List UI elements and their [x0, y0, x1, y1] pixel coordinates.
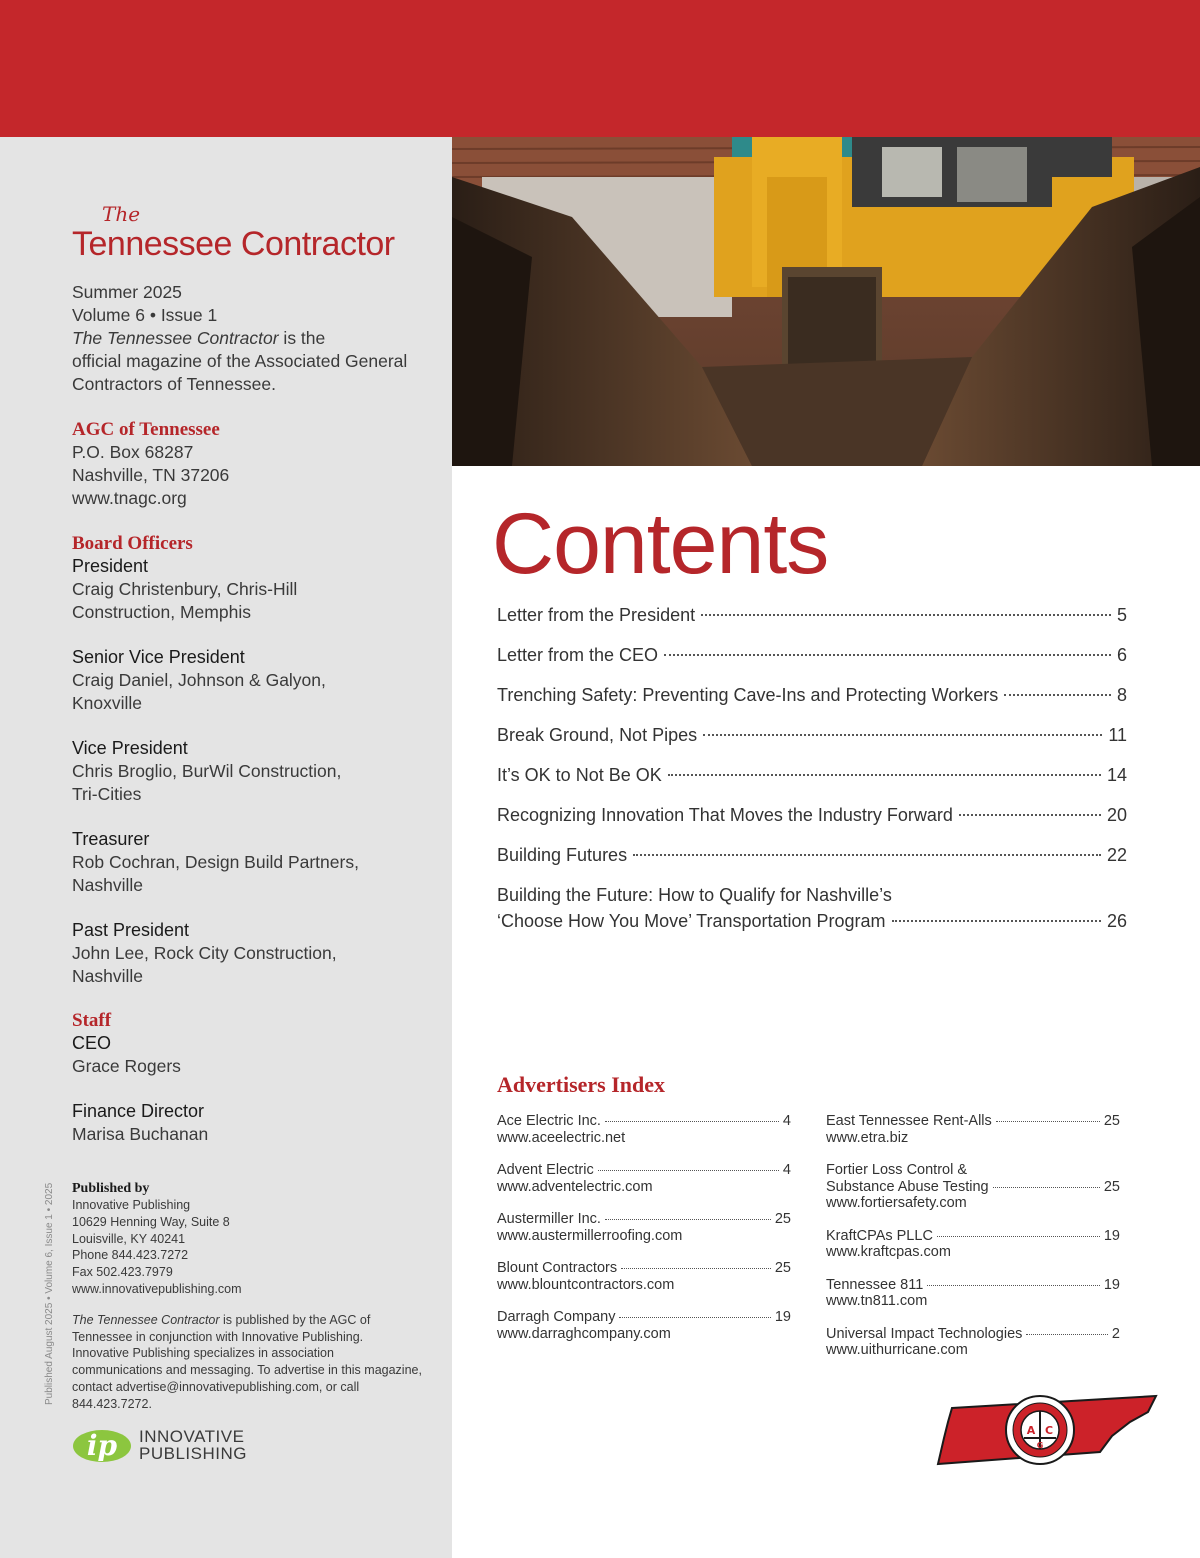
- advertiser-url[interactable]: www.etra.biz: [826, 1129, 909, 1146]
- advertiser-entry: [826, 1113, 1120, 1146]
- advertisers-column-left: [497, 1113, 791, 1358]
- advertisers-index-heading: Advertisers Index: [497, 1072, 666, 1097]
- advertiser-page: 25: [774, 1260, 791, 1276]
- publisher-line: Louisville, KY 40241: [72, 1231, 186, 1246]
- officer-name: John Lee, Rock City Construction,: [72, 943, 337, 963]
- advertiser-page: 19: [774, 1309, 791, 1325]
- officer-name: Rob Cochran, Design Build Partners,: [72, 852, 359, 872]
- toc-entry-page: 22: [1106, 845, 1127, 865]
- toc-entry-page: 26: [1106, 911, 1127, 931]
- advertiser-page: 19: [1103, 1276, 1120, 1293]
- toc-entry-title-line2: ‘Choose How You Move’ Transportation Program: [497, 911, 886, 931]
- publisher-line: Phone 844.423.7272: [72, 1248, 189, 1263]
- officer-role: Past President: [72, 920, 190, 940]
- officer-name: Craig Christenbury, Chris-Hill: [72, 579, 298, 599]
- toc-entry[interactable]: [497, 722, 1127, 748]
- intro-line-3: Contractors of Tennessee.: [72, 374, 276, 394]
- advertiser-name: Darragh Company: [497, 1309, 616, 1325]
- advertiser-name-line1: Fortier Loss Control &: [826, 1162, 968, 1178]
- toc-leader: [668, 774, 1101, 776]
- publisher-line: Fax 502.423.7979: [72, 1265, 173, 1280]
- toc-entry[interactable]: [497, 842, 1127, 868]
- advertiser-entry: [497, 1162, 791, 1195]
- advertiser-leader: [619, 1317, 770, 1318]
- innovative-publishing-logo: [72, 1426, 262, 1466]
- toc-entry[interactable]: [497, 682, 1127, 708]
- staff-heading: Staff: [72, 1010, 112, 1031]
- publisher-website[interactable]: www.innovativepublishing.com: [72, 1281, 242, 1296]
- toc-entry-page: 8: [1116, 685, 1127, 705]
- advertiser-leader: [605, 1219, 771, 1220]
- advertiser-name: KraftCPAs PLLC: [826, 1227, 933, 1244]
- agc-letter-g: G: [1036, 1441, 1044, 1450]
- advertiser-name: Blount Contractors: [497, 1260, 618, 1276]
- contents-heading: Contents: [492, 496, 829, 592]
- advertiser-leader: [993, 1187, 1100, 1188]
- toc-entry-title: Recognizing Innovation That Moves the Industry Forward: [497, 805, 953, 825]
- issue-volume: Volume 6 • Issue 1: [72, 305, 218, 325]
- advertiser-entry: [497, 1113, 791, 1146]
- toc-entry[interactable]: [497, 802, 1127, 828]
- toc-entry-title-line1: Building the Future: How to Qualify for Nashville’s: [497, 885, 892, 905]
- toc-leader: [892, 920, 1101, 922]
- advertiser-leader: [937, 1236, 1100, 1237]
- advertiser-leader: [605, 1121, 779, 1122]
- org-heading: AGC of Tennessee: [72, 419, 220, 440]
- publisher-line: 10629 Henning Way, Suite 8: [72, 1214, 230, 1229]
- staff-role: Finance Director: [72, 1101, 205, 1121]
- toc-entry[interactable]: [497, 762, 1127, 788]
- advertisers-column-right: [826, 1113, 1120, 1375]
- advertiser-url[interactable]: www.darraghcompany.com: [497, 1325, 671, 1342]
- advertiser-url[interactable]: www.adventelectric.com: [497, 1178, 653, 1195]
- officer-role: Treasurer: [72, 829, 150, 849]
- officer-name: Chris Broglio, BurWil Construction,: [72, 761, 342, 781]
- advertiser-page: 25: [1103, 1178, 1120, 1195]
- ip-logo-line2: PUBLISHING: [139, 1444, 247, 1463]
- advertiser-name: Tennessee 811: [826, 1276, 924, 1293]
- staff-name: Grace Rogers: [72, 1056, 181, 1076]
- advertiser-entry: [497, 1260, 791, 1293]
- advertiser-entry: [497, 1309, 791, 1342]
- board-officers-heading: Board Officers: [72, 533, 193, 554]
- advertiser-url[interactable]: www.austermillerroofing.com: [497, 1227, 683, 1244]
- issue-season: Summer 2025: [72, 282, 182, 302]
- intro-line-1: [72, 327, 432, 350]
- magazine-title: Tennessee Contractor: [72, 225, 395, 263]
- toc-leader: [1004, 694, 1111, 696]
- intro-line-2: official magazine of the Associated General: [72, 351, 408, 371]
- officer-name: Tri-Cities: [72, 784, 142, 804]
- toc-leader: [633, 854, 1101, 856]
- publisher-paragraph-text: is published by the AGC of Tennessee in conjunction with Innovative Publishing. Innovative Publishing specializes in association communications and messaging. To advertise in this magazine, contact advertise@innovativepublishing.com, or call 844.423.7272.: [72, 1312, 422, 1411]
- top-red-band: [0, 0, 1200, 137]
- advertiser-name: Universal Impact Technologies: [826, 1325, 1023, 1342]
- publisher-block: [72, 1180, 422, 1413]
- publisher-paragraph-italic: The Tennessee Contractor: [72, 1312, 220, 1327]
- officer-role: Senior Vice President: [72, 647, 245, 667]
- org-website[interactable]: www.tnagc.org: [72, 488, 187, 508]
- toc-entry-title: Trenching Safety: Preventing Cave-Ins and Protecting Workers: [497, 685, 999, 705]
- toc-entry-title: Letter from the CEO: [497, 645, 659, 665]
- advertiser-url[interactable]: www.uithurricane.com: [826, 1342, 968, 1358]
- toc-leader: [703, 734, 1102, 736]
- toc-entry-page: 5: [1116, 605, 1127, 625]
- publisher-paragraph: [72, 1312, 422, 1413]
- intro-rest: is the: [278, 328, 326, 348]
- published-by-heading: Published by: [72, 1181, 150, 1196]
- toc-entry[interactable]: [497, 642, 1127, 668]
- toc-entry-page: 20: [1106, 805, 1127, 825]
- advertiser-entry: [826, 1162, 1120, 1212]
- advertiser-page: 4: [782, 1113, 791, 1129]
- advertiser-entry: [826, 1326, 1120, 1359]
- officer-name: Craig Daniel, Johnson & Galyon,: [72, 670, 326, 690]
- toc-entry-line2: [497, 908, 1127, 934]
- toc-entry-page: 11: [1108, 725, 1127, 745]
- agc-letter-c: C: [1044, 1424, 1054, 1437]
- advertiser-url[interactable]: www.fortiersafety.com: [826, 1195, 967, 1211]
- staff-name: Marisa Buchanan: [72, 1124, 209, 1144]
- advertiser-leader: [598, 1170, 779, 1171]
- advertiser-page: 25: [1103, 1113, 1120, 1129]
- cover-photo-excavator: [452, 137, 1200, 466]
- toc-entry-page: 6: [1116, 645, 1127, 665]
- advertiser-leader: [1026, 1334, 1108, 1335]
- agc-tennessee-logo: [934, 1392, 1160, 1468]
- advertiser-entry: [497, 1211, 791, 1244]
- toc-leader: [701, 614, 1111, 616]
- org-address-line: Nashville, TN 37206: [72, 465, 230, 485]
- advertiser-page: 25: [774, 1211, 791, 1227]
- toc-entry[interactable]: [497, 882, 1127, 934]
- staff-role: CEO: [72, 1033, 112, 1053]
- toc-entry-title: It’s OK to Not Be OK: [497, 765, 662, 785]
- toc-entry-title: Letter from the President: [497, 605, 696, 625]
- excavator-trench-image: [452, 137, 1200, 466]
- advertiser-leader: [621, 1268, 771, 1269]
- ip-logo-mark-text: ip: [86, 1429, 118, 1462]
- advertiser-entry: [826, 1277, 1120, 1310]
- advertiser-leader: [996, 1121, 1100, 1122]
- ip-logo-line1: INNOVATIVE: [139, 1427, 245, 1446]
- officer-name: Knoxville: [72, 693, 143, 713]
- advertiser-name: Ace Electric Inc.: [497, 1113, 601, 1129]
- ip-logo-mark-icon: [72, 1428, 132, 1464]
- officer-name: Nashville: [72, 966, 143, 986]
- advertiser-name: East Tennessee Rent-Alls: [826, 1113, 992, 1129]
- toc-entry-title: Building Futures: [497, 845, 628, 865]
- advertiser-url[interactable]: www.aceelectric.net: [497, 1129, 626, 1146]
- advertiser-leader: [927, 1285, 1100, 1286]
- agc-letter-a: A: [1026, 1424, 1036, 1437]
- officer-role: Vice President: [72, 738, 188, 758]
- officer-name: Construction, Memphis: [72, 602, 251, 622]
- toc-leader: [664, 654, 1111, 656]
- advertiser-page: 4: [782, 1162, 791, 1178]
- advertiser-page: 2: [1111, 1325, 1120, 1342]
- org-address-line: P.O. Box 68287: [72, 442, 194, 462]
- table-of-contents: [497, 602, 1127, 948]
- intro-italic: The Tennessee Contractor: [72, 328, 279, 348]
- advertiser-entry: [826, 1228, 1120, 1261]
- publisher-line: Innovative Publishing: [72, 1198, 191, 1212]
- toc-entry-title: Break Ground, Not Pipes: [497, 725, 698, 745]
- magazine-title-prefix: The: [102, 202, 141, 226]
- advertiser-url[interactable]: www.kraftcpas.com: [826, 1244, 951, 1260]
- advertiser-page: 19: [1103, 1227, 1120, 1244]
- toc-leader: [959, 814, 1101, 816]
- advertiser-url[interactable]: www.blountcontractors.com: [497, 1276, 675, 1293]
- agc-tennessee-map-icon: [934, 1392, 1160, 1468]
- officer-role: President: [72, 556, 149, 576]
- advertiser-name: Advent Electric: [497, 1162, 594, 1178]
- officer-name: Nashville: [72, 875, 143, 895]
- advertiser-url[interactable]: www.tn811.com: [826, 1293, 928, 1309]
- advertiser-name: Substance Abuse Testing: [826, 1178, 989, 1195]
- ip-logo-wordmark: [139, 1428, 247, 1462]
- vertical-publication-note: Published August 2025 • Volume 6, Issue 1 • 2025: [44, 1182, 55, 1405]
- toc-entry[interactable]: [497, 602, 1127, 628]
- toc-entry-page: 14: [1106, 765, 1127, 785]
- advertiser-name: Austermiller Inc.: [497, 1211, 601, 1227]
- masthead-content: [72, 203, 432, 1146]
